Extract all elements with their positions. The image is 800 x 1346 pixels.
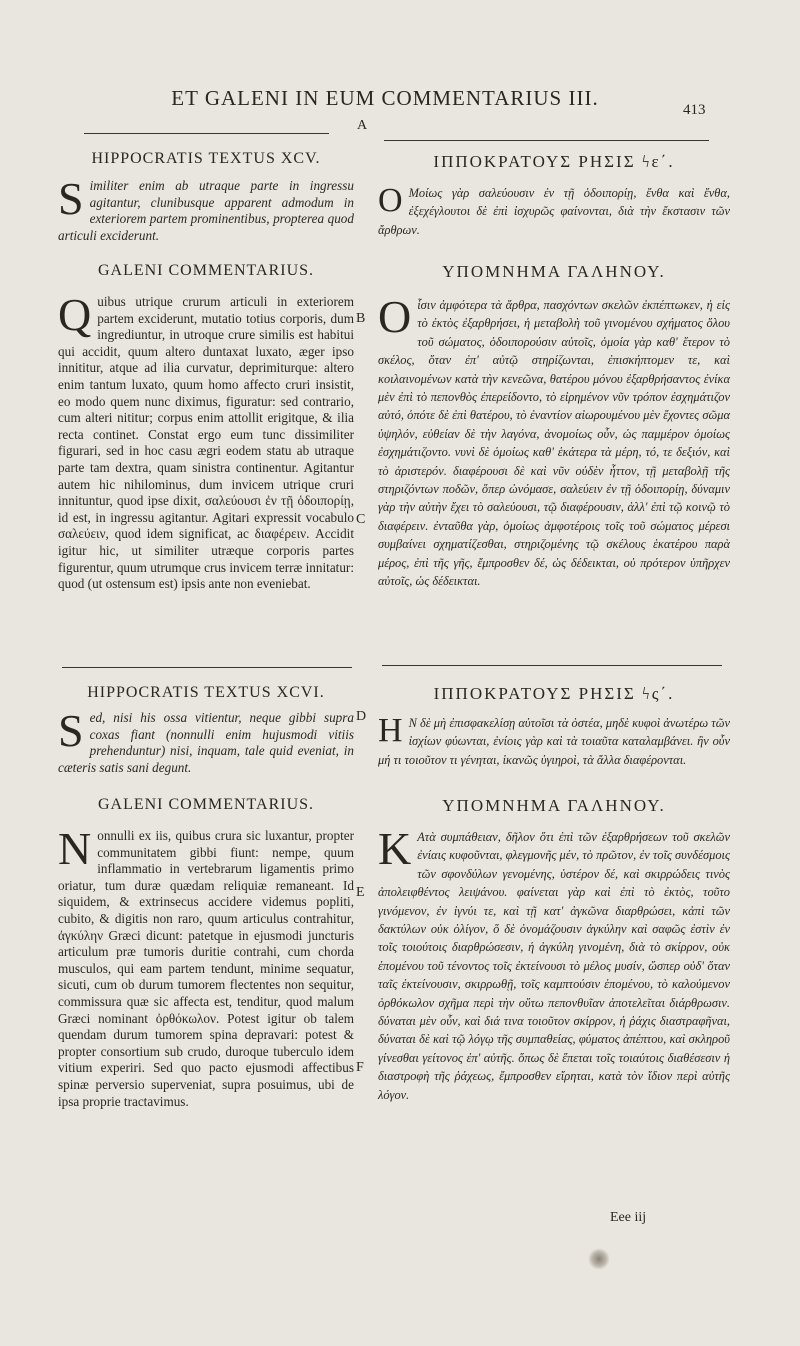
- latin-commentary-96: [58, 796, 354, 1110]
- margin-letter-e: E: [356, 885, 365, 900]
- margin-letter-d: D: [356, 709, 367, 724]
- latin-commentary-95: [58, 262, 354, 593]
- drop-cap: Ο: [378, 291, 412, 342]
- margin-letter-b: B: [356, 311, 366, 326]
- latin-text-95: [58, 150, 354, 244]
- margin-letter-f: F: [356, 1060, 364, 1075]
- greek-commentary-95-body: [378, 291, 730, 591]
- greek-text-95-title: ΙΠΠΟΚΡΑΤΟΥΣ ΡΗΣΙΣ ϟε΄.: [433, 152, 675, 171]
- running-title: ET GALENI IN EUM COMMENTARIUS III.: [171, 86, 599, 110]
- mid-rule-right: [382, 665, 722, 666]
- latin-text-96-title: HIPPOCRATIS TEXTUS XCVI.: [87, 684, 325, 701]
- greek-commentary-96-content: Ατὰ συμπάθειαν, δῆλον ὅτι ἐπὶ τῶν ἐξαρθρήσεων τοῦ σκελῶν ἐνίαις κυφοῦνται, φλεγμονῆς μέν, τὸ πρῶτον, ἐν τοῖς συνδέσμοις τῶν σφονδύλων γενομένης, ὑστέρον δέ, καὶ σκιρρώδεις τινὸς ἀπολειφθέντος λειψάνου. φαίνεται γὰρ καὶ ἐπὶ τὸ ἐκτὸς, τοῦτο γινόμενον, ἐν ἰγνύι τε, καὶ τῇ κατ' ἀγκῶνα διαρθρώσει, κἀπὶ τῶν δακτύλων οὐκ ὀλίγον, ὅ δὲ ὀνομάζουσιν ἀγκύλην καὶ σαφῶς ἐστὶν ἐν τοῖς τοιούτοις διαρθρώσεσιν, ἡ ἀγκύλη γινομένη, διὰ τὸ σκίρρον, οὐκ ἑπομένου τοῦ τένοντος τοῖς ἐκτείνουσι τὸ μέλος μυσίν, ὥσπερ οὐδ' ὅταν ταῖς ἐκτείνουσιν, σκιρρωθῇ, τοῖς καμπτούσιν ἑπομένου, τὸ καλούμενον ὀρθόκωλον σχῆμα περὶ τὴν οὕτω πεπονθυῖαν ἀποτελεῖται διάρθρωσιν. δύναται μὲν οὖν, καὶ διά τινα τοιοῦτον σκίρρον, ἡ ῥάχις διαστραφῆναι, δύναται δὲ καὶ τῷ λόγῳ τῆς συμπαθείας, φύματος ἀπέπτου, καὶ σκληροῦ γίνεσθαι γείτονος ἐπ' αὐτῆς. ὅπως δὲ ἕπεται τοῖς τοιαύτοις διαθέσεσιν ἡ διαστροφὴ τῆς ῥάχεως, ἔμπροσθεν εἴρηται, κατὰ τὸν ἴδιον περὶ αὐτῆς λόγον.: [378, 830, 730, 1102]
- greek-commentary-95-title: ΥΠΟΜΝΗΜΑ ΓΑΛΗΝΟΥ.: [442, 262, 666, 281]
- greek-text-96-body: [378, 714, 730, 769]
- latin-commentary-95-body: [58, 289, 354, 593]
- latin-commentary-96-body: [58, 823, 354, 1110]
- drop-cap: S: [58, 173, 84, 224]
- top-rule-right: [384, 140, 709, 141]
- greek-commentary-95-content: ἷσιν ἀμφότερα τὰ ἄρθρα, πασχόντων σκελῶν ἐκπέπτωκεν, ἡ εἰς τὸ ἐκτὸς ἐξαρθρήσει, ἡ μεταβολὴ τοῦ γινομένου σχήματος ὅλου τοῦ σώματος, ὁδοιπορούσιν αὐτοῖς, ὁμοία γὰρ καθ' ἕτερον τὸ σκέλος, ὅταν ἐπ' αὐτῷ στηρίζωνται, ἐπισκήπτομεν τε, καὶ κοιλαινομένων κατὰ τὴν κενεῶνα, θατέρου μόνου ἐξαρθρήσαντος ἐνίκα μὲν ἐπὶ τὸ πεπονθὸς ἐπερείδοντο, τὸ εἰρημένον νῦν τρόπον ἐσχημάτιζον αὐτό, ὁπότε δὲ ἐπὶ θατέρου, τὸ ἐναντίον αἰωρουμένου μὲν ἔχοντες σῶμα ὑψηλόν, εὐθείαν δὲ τὴν λαγόνα, ἀνομοίως οὖν, ὡς παμμέρον ὁμοίως ἐσχημάτιζοντο. νυνὶ δὲ ὁμοίως καθ' ἑκάτερα τὰ μέρη, τό, τε δεξιόν, καὶ τὸ ἀριστερόν. διαφέρουσι δὲ καὶ νῦν οὐδὲν ἧττον, τῇ μεταβολῇ τῆς στηριζόντων ποδῶν, ὅπερ ὠνόμασε, σαλεύειν ἐν τῇ ὁδοιπορίῃ, δύναμιν γὰρ τὴν αὐτὴν ἔχει τὸ σαλεύουσι, τῷ διαφέρουσιν, ἀλλ' ἐπὶ τῷ κοινῷ τὸ διαφέρειν. ἐνταῦθα γὰρ, ὁμοίως ἀμφοτέροις τοῖς τοῦ σώματος μέρεσι συμβαίνει σχηματίζεσθαι, στηριζομένης τῷ σκέλους ἑκατέρου παρὰ μέρος, ἐπὶ τῆς γῆς, ἔμπροσθεν δέ, ὡς δέδεικται, οὐ πρότερον ὑπῆρχεν αὐτοῖς, ὡς δέδεικται.: [378, 298, 730, 589]
- drop-cap: N: [58, 823, 92, 874]
- greek-text-96: [378, 684, 730, 769]
- mid-rule-left: [62, 667, 352, 668]
- latin-text-95-content: imiliter enim ab utraque parte in ingressu agitantur, clunibusque apparent admodum in exteriorem partem prominentibus, propterea quod articuli exciderunt.: [58, 178, 354, 243]
- signature-mark: Eee iij: [610, 1210, 647, 1225]
- latin-text-95-title: HIPPOCRATIS TEXTUS XCV.: [91, 150, 321, 167]
- greek-text-95-body: [378, 184, 730, 239]
- latin-text-96-body: [58, 705, 354, 776]
- greek-commentary-96-body: [378, 823, 730, 1104]
- top-rule-left: [84, 133, 329, 134]
- greek-text-95: [378, 152, 730, 239]
- drop-cap: Ο: [378, 182, 403, 219]
- latin-text-95-body: [58, 173, 354, 244]
- drop-cap: Η: [378, 712, 403, 749]
- latin-commentary-96-title: GALENI COMMENTARIUS.: [97, 796, 315, 813]
- greek-text-95-content: Μοίως γὰρ σαλεύουσιν ἐν τῇ ὁδοιπορίῃ, ἔνθα καὶ ἔνθα, ἐξεχέγλουτοι δὲ ἐπὶ ἰσχυρῶς φαίνονται, διὰ τὴν ἔκστασιν τῶν ἄρθρων.: [378, 186, 730, 237]
- page-number: 413: [683, 102, 706, 118]
- drop-cap: Q: [58, 289, 92, 340]
- latin-commentary-95-content: uibus utrique crurum articuli in exteriorem partem exciderunt, mutatio totius corporis, dum ingrediuntur, in utroque crure similis est habitui qui accidit, quum altero duntaxat luxato, æger ipso innititur, atque ad ilia curvatur, deprimiturque: altero enim tantum luxato, quum homo affecto cruri insistit, eo modo quem nunc diximus, figuratur: sed contrario, cum alteri nititur; corpus enim attollit erigitque, & ilia recta continet. Constat ergo eum tunc dissimiliter figurari, sed in hoc casu ægri eodem statu ab utraque parte tam dextra, quam sinistra continentur. Agitantur autem hic nihilominus, dum invicem utrique cruri innituntur, quod ipse dixit, σαλεύουσι ἐν τῇ ὁδοιπορίῃ, id est, in ingressu agitantur. Agitari expressit vocabulo σαλεύειν, quod idem significat, ac διαφέρειν. Accidit igitur hic, ut similiter utræque corporis partes figurentur, quum utrumque crus invicem terræ innitatur: quod (ut ostensum est) ipsis ante non eveniebat.: [58, 294, 354, 592]
- greek-commentary-95: [378, 262, 730, 591]
- greek-text-96-content: Ν δὲ μὴ ἐπισφακελίσῃ αὐτοῖσι τὰ ὀστέα, μηδὲ κυφοὶ ἀνωτέρω τῶν ἰσχίων φύωνται, ἐνίοις γὰρ καὶ τὰ τοιαῦτα καταλαμβάνει. ἢν οὖν μή τι τοιοῦτον τι γένηται, ἱκανῶς ὑγιηροὶ, τὰ ἄλλα διαφέρονται.: [378, 716, 730, 767]
- greek-commentary-96-title: ΥΠΟΜΝΗΜΑ ΓΑΛΗΝΟΥ.: [442, 796, 666, 815]
- latin-commentary-95-title: GALENI COMMENTARIUS.: [97, 262, 315, 279]
- margin-letter-c: C: [356, 512, 366, 527]
- latin-text-96: [58, 684, 354, 776]
- greek-commentary-96: [378, 796, 730, 1104]
- latin-text-96-content: ed, nisi his ossa vitientur, neque gibbi supra coxas fiant (nonnulli enim hujusmodi vitiis prehenduntur) nisi, inquam, tale quid eveniat, in cæteris satis sani degunt.: [58, 710, 354, 775]
- latin-commentary-96-content: onnulli ex iis, quibus crura sic luxantur, propter communitatem gibbi fiunt: nempe, quum inflammatio in vertebrarum ligamentis primo oriatur, tum duræ quædam reliquiæ remaneant. Id siquidem, & extrinsecus accidere videmus popliti, cubito, & digitis non raro, quum articulus contrahitur, ἀγκύλην Græci dicunt: patetque in ejusmodi juncturis articulum præ tumoris duritie contrahi, cum chorda musculos, qui eam partem tendunt, minime sequatur, sicuti, cum ob durum tumorem flectentes non sequitur, commissura quæ sic affecta est, tenditur, quod malum Græci nominant ὀρθόκωλον. Potest igitur ob talem quendam durum tumorem spina depravari: potest & propter consortium sub crudo, duroque tuberculo idem vitium experiri. Sed quo pacto ejusmodi affectibus spinæ perversio superveniat, supra posuimus, ubi de ipsa proprie tractavimus.: [58, 828, 354, 1109]
- margin-letter-a: A: [357, 118, 368, 133]
- paper-stain: [588, 1248, 610, 1270]
- greek-text-96-title: ΙΠΠΟΚΡΑΤΟΥΣ ΡΗΣΙΣ ϟς΄.: [433, 684, 675, 703]
- drop-cap: Κ: [378, 823, 412, 874]
- drop-cap: S: [58, 705, 84, 756]
